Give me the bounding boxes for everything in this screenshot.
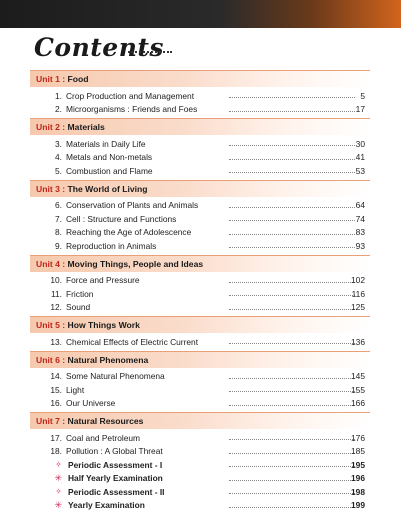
assessment-row[interactable] [30,499,370,512]
unit-name: Natural Resources [67,416,144,426]
page-number: 195 [351,459,365,470]
header-band [0,0,401,28]
chapter-number: 7. [55,213,62,224]
unit-name: Materials [67,122,105,132]
page-number: 53 [355,165,365,176]
unit-label: Unit 3 : [36,183,68,194]
assessment-row[interactable] [30,472,370,486]
chapter-number: 11. [50,288,62,299]
dot-leader [229,466,355,467]
page-number: 196 [351,473,365,484]
chapter-title: Reproduction in Animals [66,240,157,251]
chapter-number: 6. [55,200,62,211]
chapter-number: 15. [50,384,62,395]
unit-header[interactable] [30,118,370,135]
unit-label: Unit 1 : [36,74,68,84]
chapter-number: 16. [50,398,62,409]
unit-label: Unit 7 : [36,416,68,426]
dot-leader [229,343,355,344]
chapter-title: Our Universe [66,398,116,409]
chapter-title: Pollution : A Global Threat [66,446,163,457]
dot-leader [229,405,355,406]
dot-leader [229,145,355,146]
unit-label: Unit 5 : [36,320,68,330]
assessment-row[interactable] [30,485,370,499]
chapter-number: 4. [55,152,62,163]
page-number: 74 [355,213,365,224]
dot-leader [229,507,355,508]
page-number: 41 [355,152,365,163]
chapter-title: Microorganisms : Friends and Foes [66,104,198,115]
chapter-title: Some Natural Phenomena [66,371,165,382]
unit-label: Unit 4 : [36,258,68,269]
dot-leader [229,247,355,248]
chapter-title: Coal and Petroleum [66,432,141,443]
asterisk-icon: ✳ [54,499,62,510]
unit-name: Natural Phenomena [67,354,149,365]
dot-leader [229,220,355,221]
chapter-title: Reaching the Age of Adolescence [66,227,192,238]
unit-header[interactable] [30,180,370,197]
chapter-number: 14. [50,371,62,382]
chapter-number: 5. [55,165,62,176]
page-number: 155 [351,384,365,395]
page-number: 198 [351,486,365,497]
chapter-row[interactable] [30,383,370,397]
chapter-number: 13. [50,336,62,347]
chapter-row[interactable] [30,103,370,117]
page-number: 199 [351,500,365,511]
page-number: 17 [355,104,365,115]
diamond-icon: ✧ [55,460,62,470]
chapter-title: Chemical Effects of Electric Current [66,336,199,347]
dot-leader [229,234,355,235]
chapter-title: Metals and Non-metals [66,152,153,163]
chapter-title: Cell : Structure and Functions [66,213,177,224]
unit-name: The World of Living [67,183,148,194]
chapter-row[interactable] [30,137,370,151]
chapter-title: Sound [66,302,91,313]
dot-leader [229,97,355,98]
dot-leader [229,295,355,296]
chapter-row[interactable] [30,287,370,301]
chapter-row[interactable] [30,274,370,288]
chapter-number: 10. [50,275,62,286]
chapter-title: Force and Pressure [66,275,140,286]
dot-leader [229,159,355,160]
page-title: Contents [34,33,165,62]
chapter-number: 18. [50,446,62,457]
chapter-number: 17. [50,432,62,443]
chapter-number: 3. [55,138,62,149]
dot-leader [229,439,355,440]
chapter-title: Combustion and Flame [66,165,153,176]
dot-leader [229,378,355,379]
chapter-number: 1. [55,90,62,101]
dot-leader [229,309,355,310]
page-number: 166 [351,398,365,409]
chapter-row[interactable] [30,226,370,240]
unit-label: Unit 2 : [36,122,68,132]
assessment-title: Half Yearly Examination [68,473,163,484]
page-number: 83 [355,227,365,238]
chapter-row[interactable] [30,151,370,165]
chapter-title: Materials in Daily Life [66,138,146,149]
asterisk-icon: ✳ [54,472,62,483]
dot-leader [229,207,355,208]
page-number: 185 [351,446,365,457]
page-number: 145 [351,371,365,382]
page-number: 102 [351,275,365,286]
chapter-title: Friction [66,288,94,299]
chapter-title: Conservation of Plants and Animals [66,200,199,211]
chapter-row[interactable] [30,239,370,253]
chapter-row[interactable] [30,445,370,459]
table-of-contents [30,68,370,512]
page-number: 136 [351,336,365,347]
chapter-number: 9. [55,240,62,251]
diamond-icon: ✧ [55,487,62,497]
unit-header[interactable] [30,70,370,87]
unit-header[interactable] [30,316,370,333]
assessment-title: Yearly Examination [68,500,145,511]
assessment-title: Periodic Assessment - II [68,486,165,497]
chapter-row[interactable] [30,199,370,213]
unit-name: Moving Things, People and Ideas [67,258,204,269]
dot-leader [229,111,355,112]
unit-label: Unit 6 : [36,354,68,365]
chapter-number: 2. [55,104,62,115]
unit-name: How Things Work [67,320,140,330]
chapter-row[interactable] [30,89,370,103]
chapter-row[interactable] [30,370,370,384]
chapter-row[interactable] [30,431,370,445]
unit-header[interactable] [30,412,370,429]
dot-leader [229,480,355,481]
chapter-row[interactable] [30,335,370,349]
dot-leader [229,493,355,494]
page-number: 30 [355,138,365,149]
assessment-row[interactable] [30,458,370,472]
page-number: 64 [355,200,365,211]
chapter-row[interactable] [30,164,370,178]
chapter-title: Crop Production and Management [66,90,195,101]
unit-header[interactable] [30,255,370,272]
page-number: 5 [360,90,365,101]
chapter-row[interactable] [30,301,370,315]
chapter-row[interactable] [30,397,370,411]
unit-header[interactable] [30,351,370,368]
chapter-number: 12. [50,302,62,313]
chapter-title: Light [66,384,85,395]
dot-leader [229,453,355,454]
dot-leader [229,172,355,173]
chapter-number: 8. [55,227,62,238]
dot-leader [229,391,355,392]
dot-leader [229,282,355,283]
page-number: 93 [355,240,365,251]
title-underline-dots [128,51,172,53]
chapter-row[interactable] [30,212,370,226]
page-number: 116 [351,288,365,299]
page-number: 125 [351,302,365,313]
assessment-title: Periodic Assessment - I [68,459,163,470]
page-number: 176 [351,432,365,443]
unit-name: Food [67,74,89,84]
